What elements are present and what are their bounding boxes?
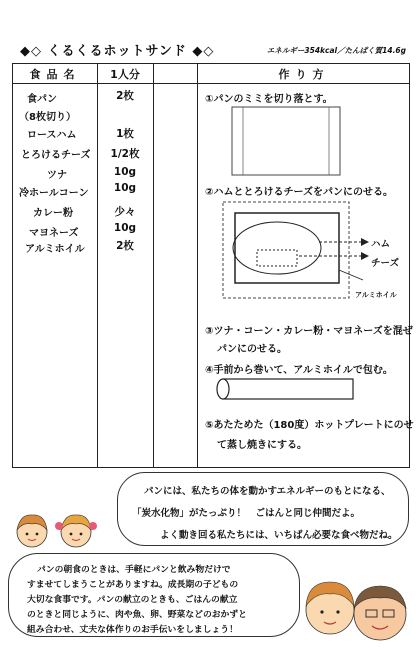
foil-label: アルミホイル [355, 291, 397, 299]
ingredient-amount: 2枚 [116, 90, 134, 102]
ingredient-name: 冷ホールコーン [19, 188, 89, 199]
bubble1-line: 「炭水化物」がたっぷり！ ごはんと同じ仲間だよ。 [132, 508, 361, 519]
header-amount: 1人分 [110, 68, 140, 81]
header-method: 作り方 [278, 68, 330, 81]
ingredient-amount: 10g [113, 182, 137, 194]
children-illustration [14, 508, 104, 552]
step-1: ①パンのミミを切り落とす。 [205, 94, 333, 105]
speech-bubble-carbohydrates [117, 472, 409, 546]
step-5: ⑤あたためた（180度）ホットプレートにのせ [205, 420, 414, 431]
bread-trim-diagram [231, 106, 341, 176]
nutrition-info: エネルギー354kcal／たんぱく質14.6g [266, 46, 406, 55]
ingredient-name: カレー粉 [33, 208, 73, 219]
step-3: ③ツナ・コーン・カレー粉・マヨネーズを混ぜ [205, 326, 413, 337]
bubble1-line: パンには、私たちの体を動かすエネルギーのもとになる、 [144, 486, 391, 497]
ham-label: ハム [371, 239, 391, 250]
ham-cheese-diagram [221, 200, 411, 304]
bubble2-line: のときと同じように、肉や魚、卵、野菜などのおかずと [27, 610, 247, 620]
step-3-cont: パンにのせる。 [217, 344, 287, 355]
ingredient-amount: 少々 [114, 206, 136, 218]
column-divider [197, 64, 198, 467]
speech-bubble-advice [8, 553, 300, 637]
ingredient-amount: 2枚 [116, 240, 134, 252]
ingredient-name: ロースハム [27, 130, 77, 141]
column-divider [153, 64, 154, 467]
recipe-title: ◆◇ くるくるホットサンド ◆◇ [20, 44, 215, 59]
step-2: ②ハムととろけるチーズをパンにのせる。 [205, 187, 393, 198]
ingredient-name: 食パン [27, 94, 57, 105]
header-divider [13, 83, 409, 84]
ingredient-amount: 1/2枚 [110, 148, 140, 160]
ingredient-amount: 10g [113, 166, 137, 178]
ingredient-name: ツナ [47, 170, 67, 181]
step-5-cont: て蒸し焼きにする。 [217, 440, 307, 451]
ingredient-name: アルミホイル [25, 244, 85, 255]
ingredient-amount: 1枚 [116, 128, 134, 140]
cheese-label: チーズ [371, 258, 400, 269]
ingredient-name: とろけるチーズ [21, 150, 91, 161]
bubble2-line: 大切な食事です。パンの献立のときも、ごはんの献立 [27, 595, 238, 605]
recipe-table [12, 63, 414, 468]
bubble2-line: すませてしまうことがありますね。成長期の子どもの [27, 580, 239, 590]
step-4: ④手前から巻いて、アルミホイルで包む。 [205, 365, 393, 376]
bubble2-line: 組み合わせ、丈夫な体作りのお手伝いをしましょう！ [27, 625, 238, 635]
rolled-sandwich-diagram [213, 376, 363, 402]
ingredient-name: （8枚切り） [19, 112, 76, 123]
ingredient-amount: 10g [113, 222, 137, 234]
header-ingredient-name: 食品名 [29, 68, 81, 81]
bubble2-line: パンの朝食のときは、手軽にパンと飲み物だけで [37, 565, 231, 575]
parents-illustration [300, 568, 412, 644]
bubble1-line: よく動き回る私たちには、いちばん必要な食べ物だね。 [160, 530, 398, 541]
ingredient-name: マヨネーズ [29, 228, 79, 239]
column-divider [97, 64, 98, 467]
